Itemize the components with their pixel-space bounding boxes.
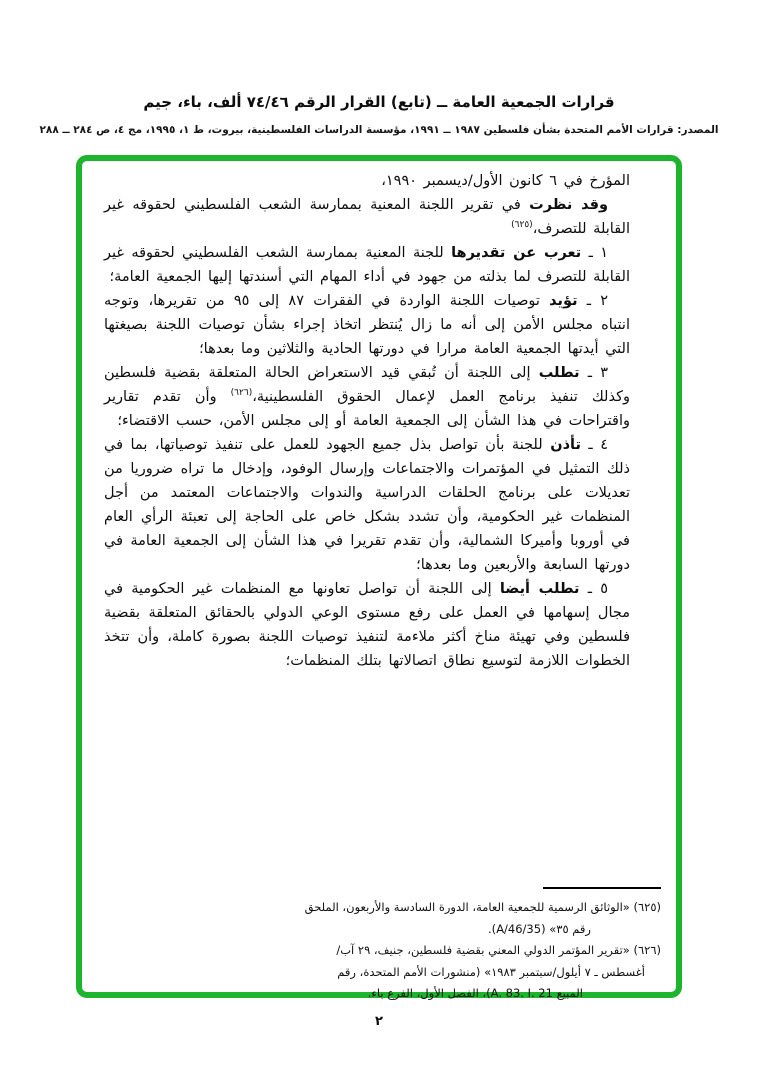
footnote-line: المبيع A. 83. I. 21)، الفصل الأول، الفرع باء. xyxy=(367,986,583,1000)
paragraph-text: في تقرير اللجنة المعنية بممارسة الشعب الفلسطيني لحقوقه غير القابلة للتصرف، xyxy=(104,197,630,237)
footnotes-block xyxy=(304,887,661,1005)
paragraph-number: ٣ ـ xyxy=(579,365,608,381)
footnote-separator-rule xyxy=(543,887,661,889)
paragraph-continuation-date xyxy=(104,169,630,193)
document-title: قرارات الجمعية العامة ــ (تابع) القرار الرقم ٧٤/٤٦ ألف، باء، جيم xyxy=(143,93,615,111)
paragraph-lead-bold: تعرب عن تقديرها xyxy=(451,245,582,261)
paragraph-operative-3 xyxy=(104,361,630,433)
paragraph-lead-bold: تطلب xyxy=(538,365,580,381)
source-citation-line: المصدر: قرارات الأمم المتحدة بشأن فلسطين ١٩٨٧ ــ ١٩٩١، مؤسسة الدراسات الفلسطينية، بيروت، ط ١، ١٩٩٥، مج ٤، ص ٢٨٤ ــ ٢٨٨ xyxy=(39,124,719,136)
paragraph-text: إلى اللجنة أن تُبقي قيد الاستعراض الحالة المتعلقة بقضية فلسطين وكذلك تنفيذ برنامج العمل لإعمال الحقوق الفلسطينية، xyxy=(104,365,630,405)
footnote-line: (٦٢٥) «الوثائق الرسمية للجمعية العامة، الدورة السادسة والأربعون، الملحق xyxy=(304,900,661,914)
paragraph-lead-bold: تطلب أيضا xyxy=(499,581,580,597)
paragraph-number: ٤ ـ xyxy=(580,437,608,453)
paragraph-lead-bold: تأذن xyxy=(550,437,581,453)
paragraph-preamble xyxy=(104,193,630,241)
paragraph-number: ٢ ـ xyxy=(577,293,608,309)
footnote-ref-625: (٦٢٥) xyxy=(511,220,533,231)
paragraph-number: ٥ ـ xyxy=(579,581,608,597)
paragraph-text: المؤرخ في ٦ كانون الأول/ديسمبر ١٩٩٠، xyxy=(381,173,630,189)
paragraph-operative-5 xyxy=(104,577,630,673)
paragraph-operative-1 xyxy=(104,241,630,289)
paragraph-text: للجنة المعنية بممارسة الشعب الفلسطيني لحقوقه غير القابلة للتصرف لما بذلته من جهود في أداء المهام التي أسندتها إليها الجمعية العامة؛ xyxy=(104,245,630,285)
paragraph-number: ١ ـ xyxy=(581,245,609,261)
page-number: ٢ xyxy=(375,1014,383,1029)
paragraph-lead-bold: وقد نظرت xyxy=(529,197,608,213)
green-highlight-frame xyxy=(76,155,682,998)
paragraph-text: للجنة بأن تواصل بذل جميع الجهود للعمل على تنفيذ توصياتها، بما في ذلك التمثيل في المؤتمرات والاجتماعات وإرسال الوفود، وإدخال ما تراه ضروريا من تعديلات على برنامج الحلقات الدراسية والندوات والاجتماعات المعتمد من أجل المنظمات غير الحكومية، وأن تشدد بشكل خاص على الحاجة إلى تعبئة الرأي العام في أوروبا وأميركا الشمالية، وأن تقدم تقريرا في هذا الشأن إلى الجمعية العامة في دورتها السابعة والأربعين وما بعدها؛ xyxy=(104,437,630,573)
paragraph-text: وأن تقدم تقارير واقتراحات في هذا الشأن إلى الجمعية العامة أو إلى مجلس الأمن، حسب الاقتضاء؛ xyxy=(104,389,630,429)
resolution-body-text xyxy=(104,169,630,673)
paragraph-lead-bold: تؤيد xyxy=(549,293,578,309)
paragraph-operative-4 xyxy=(104,433,630,577)
paragraph-text: توصيات اللجنة الواردة في الفقرات ٨٧ إلى ٩٥ من تقريرها، وتوجه انتباه مجلس الأمن إلى أنه ما زال يُنتظر اتخاذ إجراء بشأن توصيات اللجنة بصيغتها التي أيدتها الجمعية العامة مرارا في دورتها الحادية والثلاثين وما بعدها؛ xyxy=(104,293,630,357)
paragraph-text: إلى اللجنة أن تواصل تعاونها مع المنظمات غير الحكومية في مجال إسهامها في العمل على رفع مستوى الوعي الدولي بالحقائق المتعلقة بقضية فلسطين وفي تهيئة مناخ أكثر ملاءمة لتنفيذ توصيات اللجنة بصورة كاملة، وأن تتخذ الخطوات اللازمة لتوسيع نطاق اتصالاتها بتلك المنظمات؛ xyxy=(104,581,630,669)
footnote-626 xyxy=(307,940,661,1005)
footnote-ref-626: (٦٢٦) xyxy=(230,388,253,399)
footnote-line: رقم ٣٥» (A/46/35). xyxy=(488,921,591,936)
footnote-line: أغسطس ـ ٧ أيلول/سبتمبر ١٩٨٣» (منشورات الأمم المتحدة، رقم xyxy=(337,964,645,979)
paragraph-operative-2 xyxy=(104,289,630,361)
footnote-line: (٦٢٦) «تقرير المؤتمر الدولي المعني بقضية فلسطين، جنيف، ٢٩ آب/ xyxy=(336,943,661,957)
footnote-625 xyxy=(304,897,661,940)
